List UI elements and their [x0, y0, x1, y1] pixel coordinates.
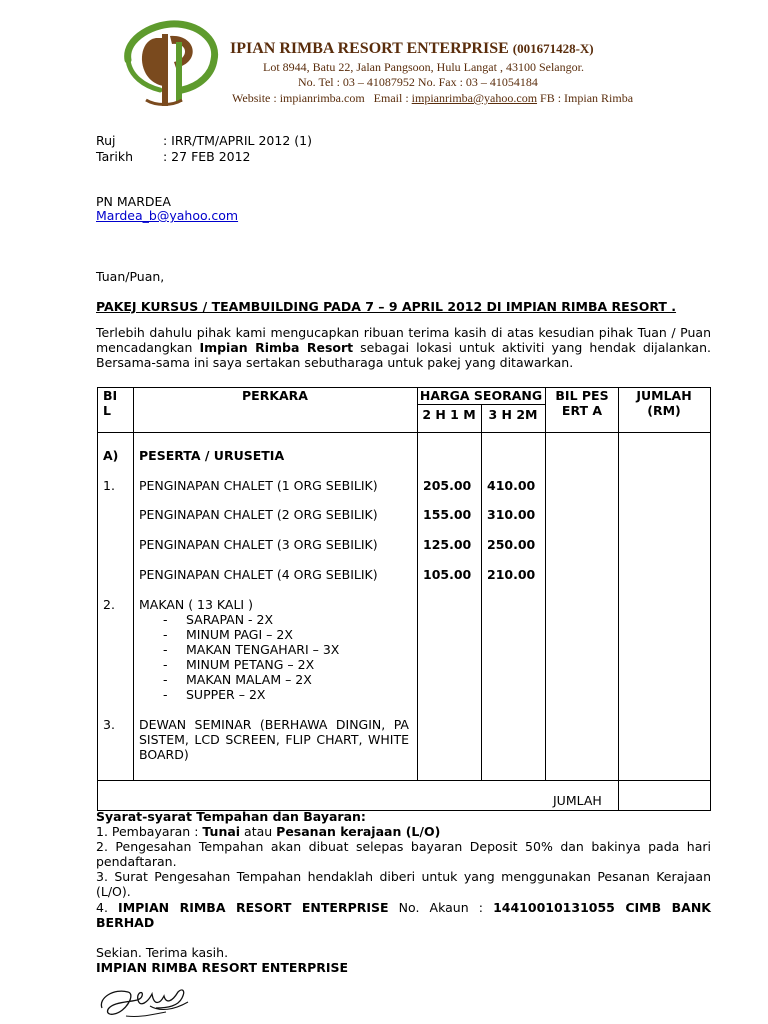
letter-subject: PAKEJ KURSUS / TEAMBUILDING PADA 7 – 9 APRIL 2012 DI IMPIAN RIMBA RESORT . — [96, 299, 677, 314]
chalet-row-price-2h1m: 105.00 — [423, 567, 472, 582]
chalet-row-price-2h1m: 205.00 — [423, 478, 472, 493]
chalet-row-label: PENGINAPAN CHALET (4 ORG SEBILIK) — [139, 567, 378, 582]
chalet-row-price-3h2m: 410.00 — [487, 478, 536, 493]
dewan-label: DEWAN SEMINAR (BERHAWA DINGIN, PA SISTEM, LCD SCREEN, FLIP CHART, WHITE BOARD) — [139, 717, 409, 762]
company-reg-no: (001671428-X) — [512, 41, 594, 56]
meal-item: SARAPAN - 2X — [186, 612, 274, 627]
term-1-tunai: Tunai — [202, 824, 241, 839]
company-website: Website : impianrimba.com — [232, 91, 365, 105]
quotation-table — [97, 387, 711, 811]
company-name — [230, 40, 594, 58]
header-harga-seorang: HARGA SEORANG — [419, 388, 543, 403]
meal-bullet: - — [163, 612, 168, 627]
chalet-row-label: PENGINAPAN CHALET (2 ORG SEBILIK) — [139, 507, 378, 522]
item-1-no: 1. — [103, 478, 115, 493]
term-4 — [96, 900, 711, 930]
chalet-row-price-3h2m: 250.00 — [487, 537, 536, 552]
makan-label: MAKAN ( 13 KALI ) — [139, 597, 253, 612]
intro-paragraph — [96, 325, 711, 370]
company-contact-line — [232, 91, 633, 106]
closing-company: IMPIAN RIMBA RESORT ENTERPRISE — [96, 960, 349, 975]
term-4-account-number: 14410010131055 CIMB BANK BERHAD — [96, 900, 711, 930]
meal-bullet: - — [163, 672, 168, 687]
term-1 — [96, 824, 440, 839]
meal-bullet: - — [163, 657, 168, 672]
chalet-row-price-2h1m: 125.00 — [423, 537, 472, 552]
term-4-company: IMPIAN RIMBA RESORT ENTERPRISE — [118, 900, 389, 915]
terms-title: Syarat-syarat Tempahan dan Bayaran: — [96, 809, 366, 824]
term-1-mid: atau — [240, 824, 277, 839]
chalet-row-label: PENGINAPAN CHALET (3 ORG SEBILIK) — [139, 537, 378, 552]
header-perkara: PERKARA — [242, 388, 308, 403]
meal-item: MINUM PAGI – 2X — [186, 627, 293, 642]
term-4-prefix: 4. — [96, 900, 119, 915]
header-jumlah-rm: JUMLAH (RM) — [636, 388, 692, 418]
intro-text-2: sebagai lokasi untuk aktiviti yang hendak dijalankan. Bersama-sama ini saya sertakan sebutharaga untuk pakej yang ditawarkan. — [96, 340, 711, 370]
term-2: 2. Pengesahan Tempahan akan dibuat selepas bayaran Deposit 50% dan bakinya pada hari pendaftaran. — [96, 839, 711, 869]
intro-resort-name: Impian Rimba Resort — [199, 340, 354, 355]
chalet-row-price-2h1m: 155.00 — [423, 507, 472, 522]
handwritten-signature — [96, 978, 192, 1022]
header-3h2m: 3 H 2M — [488, 407, 538, 422]
ref-tarikh-value: : 27 FEB 2012 — [163, 149, 251, 164]
item-2-no: 2. — [103, 597, 115, 612]
term-3: 3. Surat Pengesahan Tempahan hendaklah diberi untuk yang menggunakan Pesanan Kerajaan (L/O). — [96, 869, 711, 899]
meal-bullet: - — [163, 642, 168, 657]
company-facebook: FB : Impian Rimba — [540, 91, 634, 105]
meal-bullet: - — [163, 687, 168, 702]
intro-text-1: Terlebih dahulu pihak kami mengucapkan ribuan terima kasih di atas kesudian pihak Tuan / Puan mencadangkan — [96, 325, 711, 355]
meal-item: MINUM PETANG – 2X — [186, 657, 315, 672]
chalet-row-label: PENGINAPAN CHALET (1 ORG SEBILIK) — [139, 478, 378, 493]
ref-tarikh-label: Tarikh — [96, 149, 133, 164]
term-1-prefix: 1. Pembayaran : — [96, 824, 203, 839]
meal-item: MAKAN TENGAHARI – 3X — [186, 642, 340, 657]
company-phone-fax: No. Tel : 03 – 41087952 No. Fax : 03 – 41054184 — [298, 75, 538, 89]
chalet-row-price-3h2m: 210.00 — [487, 567, 536, 582]
company-email-link[interactable]: impianrimba@yahoo.com — [411, 91, 538, 105]
item-3-no: 3. — [103, 717, 115, 732]
company-address: Lot 8944, Batu 22, Jalan Pangsoon, Hulu Langat , 43100 Selangor. — [263, 60, 584, 74]
recipient-email-link[interactable]: Mardea_b@yahoo.com — [96, 208, 239, 223]
term-4-account-label: No. Akaun : — [388, 900, 494, 915]
header-2h1m: 2 H 1 M — [422, 407, 476, 422]
term-1-lo: Pesanan kerajaan (L/O) — [276, 824, 441, 839]
salutation: Tuan/Puan, — [96, 269, 165, 284]
total-label: JUMLAH — [553, 793, 602, 808]
chalet-row-price-3h2m: 310.00 — [487, 507, 536, 522]
meal-bullet: - — [163, 627, 168, 642]
ref-ruj-value: : IRR/TM/APRIL 2012 (1) — [163, 133, 312, 148]
section-a-label: PESERTA / URUSETIA — [139, 448, 285, 463]
section-a-no: A) — [103, 448, 119, 463]
header-bil: BI L — [103, 388, 118, 418]
company-name-text: IPIAN RIMBA RESORT ENTERPRISE — [230, 40, 509, 57]
closing-line: Sekian. Terima kasih. — [96, 945, 229, 960]
recipient-name: PN MARDEA — [96, 194, 171, 209]
meal-item: SUPPER – 2X — [186, 687, 266, 702]
ref-ruj-label: Ruj — [96, 133, 116, 148]
meal-item: MAKAN MALAM – 2X — [186, 672, 312, 687]
header-bil-peserta: BIL PESERT A — [555, 388, 609, 418]
company-email-label: Email : — [373, 91, 409, 105]
company-logo — [116, 16, 224, 108]
